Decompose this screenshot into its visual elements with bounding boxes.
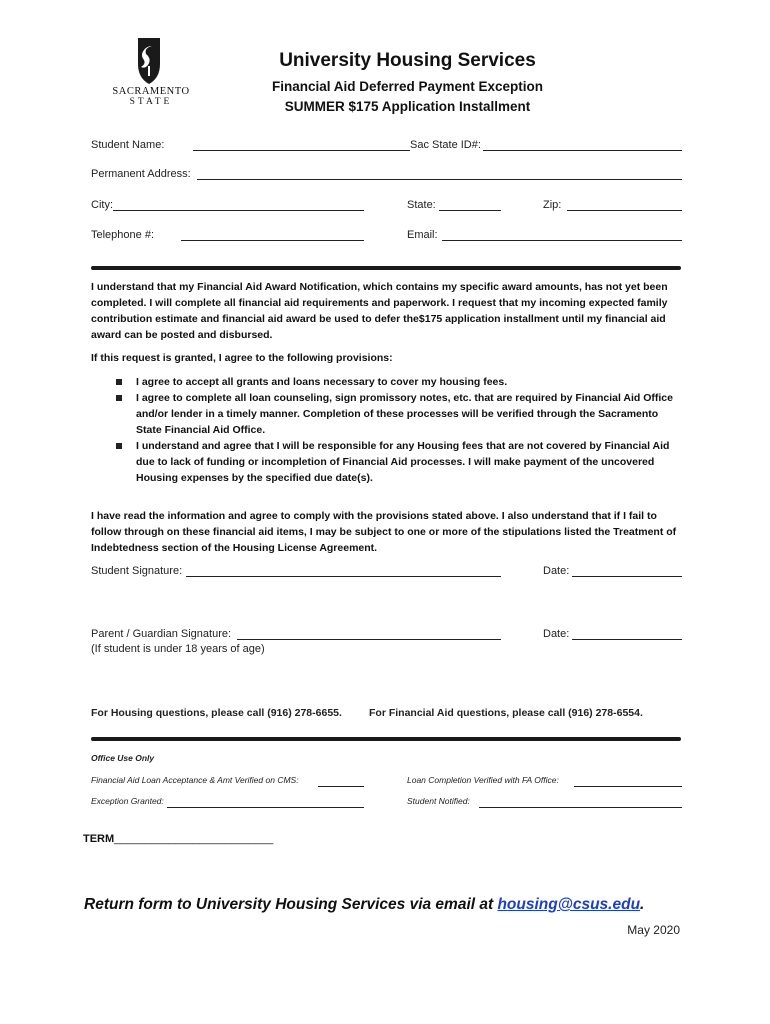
provisions-intro: If this request is granted, I agree to the following provisions: (91, 352, 393, 364)
bullet-icon (116, 443, 122, 449)
telephone-field[interactable] (181, 240, 364, 241)
return-text: Return form to University Housing Services via email at (84, 896, 498, 913)
sac-state-id-field[interactable] (483, 150, 682, 151)
student-name-label: Student Name: (91, 139, 165, 151)
student-date-label: Date: (543, 565, 570, 577)
page-subtitle-2: SUMMER $175 Application Installment (284, 99, 531, 114)
telephone-label: Telephone #: (91, 229, 154, 241)
zip-field[interactable] (567, 210, 682, 211)
student-notified-field[interactable] (479, 807, 682, 808)
term-field[interactable]: __________________________ (114, 833, 274, 845)
email-field[interactable] (442, 240, 682, 241)
state-field[interactable] (439, 210, 501, 211)
acknowledgement-paragraph: I have read the information and agree to comply with the provisions stated above. I also understand that if I fail to follow through on these financial aid items, I may be subject to one or more of the stipulations listed the Treatment of Indebtedness section of the Housing License Agreement. (91, 510, 677, 554)
student-name-field[interactable] (193, 150, 410, 151)
parent-date-field[interactable] (572, 639, 682, 640)
parent-note: (If student is under 18 years of age) (91, 643, 265, 655)
section-divider-2 (91, 737, 681, 741)
parent-date-label: Date: (543, 628, 570, 640)
city-field[interactable] (113, 210, 364, 211)
logo (108, 34, 194, 110)
housing-email-link[interactable]: housing@csus.edu (497, 896, 641, 913)
office-use-heading: Office Use Only (91, 753, 155, 763)
logo-line1: SACRAMENTO (112, 86, 190, 97)
student-date-field[interactable] (572, 576, 682, 577)
sac-state-id-label: Sac State ID#: (410, 139, 481, 151)
provision-item: I understand and agree that I will be responsible for any Housing fees that are not covered by Financial Aid due to lack of funding or incompletion of Financial Aid processes. I will make payment of the uncovered Housing expenses by the specified due date(s). (136, 440, 670, 484)
loan-acceptance-label: Financial Aid Loan Acceptance & Amt Verified on CMS: (91, 775, 299, 785)
provision-item: I agree to accept all grants and loans necessary to cover my housing fees. (136, 376, 508, 388)
housing-contact: For Housing questions, please call (916) 278-6655. (91, 707, 342, 719)
state-label: State: (407, 199, 436, 211)
zip-label: Zip: (543, 199, 562, 211)
exception-granted-label: Exception Granted: (91, 796, 164, 806)
loan-completion-label: Loan Completion Verified with FA Office: (407, 775, 559, 785)
agreement-paragraph: I understand that my Financial Aid Award Notification, which contains my specific award amounts, has not yet been completed. I will complete all financial aid requirements and paperwork. I request that my incoming expected family contribution estimate and financial aid award be used to defer the$175 application installment until my financial aid award can be posted and disbursed. (91, 281, 668, 341)
loan-completion-field[interactable] (574, 786, 682, 787)
term-label (83, 833, 273, 845)
page-title: University Housing Services (279, 50, 536, 71)
provision-item: I agree to complete all loan counseling, sign promissory notes, etc. that are required by Financial Aid Office and/or lender in a timely manner. Completion of these processes will be verified through the Sacramento State Financial Aid Office. (136, 392, 673, 436)
financial-aid-contact: For Financial Aid questions, please call (916) 278-6554. (369, 707, 643, 719)
bullet-icon (116, 395, 122, 401)
parent-signature-field[interactable] (237, 639, 501, 640)
return-period: . (640, 896, 645, 913)
logo-line2: STATE (129, 97, 173, 107)
city-label: City: (91, 199, 113, 211)
form-date: May 2020 (627, 923, 680, 937)
return-instruction (84, 896, 644, 914)
section-divider-1 (91, 266, 681, 270)
parent-signature-label: Parent / Guardian Signature: (91, 628, 232, 640)
page-subtitle-1: Financial Aid Deferred Payment Exception (271, 79, 544, 94)
permanent-address-field[interactable] (197, 179, 682, 180)
bullet-icon (116, 379, 122, 385)
loan-acceptance-field[interactable] (318, 786, 364, 787)
exception-granted-field[interactable] (167, 807, 364, 808)
student-notified-label: Student Notified: (407, 796, 470, 806)
email-label: Email: (407, 229, 438, 241)
term-text: TERM (83, 833, 115, 845)
student-signature-label: Student Signature: (91, 565, 183, 577)
permanent-address-label: Permanent Address: (91, 168, 191, 180)
student-signature-field[interactable] (186, 576, 501, 577)
